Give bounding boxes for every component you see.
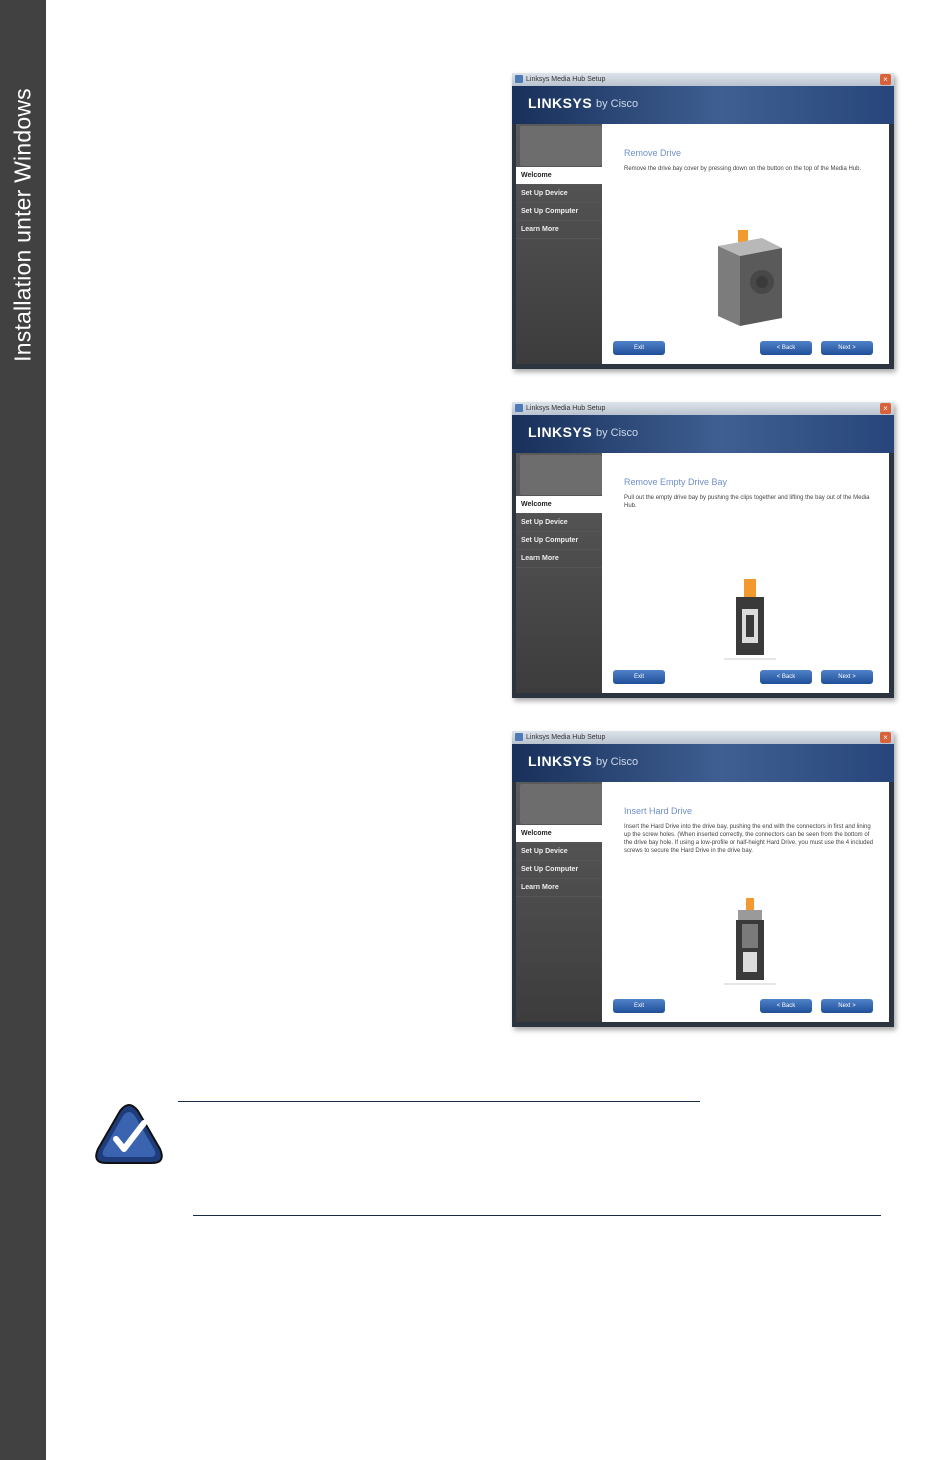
checkmark-note-icon [90,1103,168,1167]
media-hub-illustration [710,224,790,334]
setup-nav [516,782,602,1022]
setup-screenshot-3 [512,731,894,1027]
window-title: Linksys Media Hub Setup [526,734,606,741]
nav-item-set-up-computer[interactable]: Set Up Computer [516,203,602,221]
logo-by-cisco: by Cisco [596,756,639,768]
next-button[interactable]: Next > [821,341,873,355]
window-titlebar [512,402,894,415]
setup-content [602,782,889,1022]
window-title: Linksys Media Hub Setup [526,405,606,412]
setup-screenshot-1 [512,73,894,369]
app-icon [515,404,523,412]
linksys-logo: LINKSYS [528,424,593,440]
logo-by-cisco: by Cisco [596,98,639,110]
nav-item-set-up-computer[interactable]: Set Up Computer [516,861,602,879]
step-title: Remove Drive [624,148,682,158]
exit-button[interactable]: Exit [613,341,665,355]
exit-button[interactable]: Exit [613,999,665,1013]
linksys-header [512,744,894,782]
setup-nav [516,453,602,693]
setup-nav [516,124,602,364]
step-title: Remove Empty Drive Bay [624,477,728,487]
drive-bay-illustration [720,575,780,665]
nav-item-set-up-device[interactable]: Set Up Device [516,185,602,203]
step-title: Insert Hard Drive [624,806,693,816]
setup-screenshot-2 [512,402,894,698]
back-button[interactable]: < Back [760,999,812,1013]
nav-item-welcome[interactable]: Welcome [516,825,602,843]
close-icon[interactable]: × [880,403,891,414]
nav-image [520,126,602,166]
linksys-header [512,415,894,453]
logo-by-cisco: by Cisco [596,427,639,439]
hard-drive-illustration [720,894,780,994]
nav-item-learn-more[interactable]: Learn More [516,879,602,897]
step-instructions: Pull out the empty drive bay by pushing the clips together and lifting the bay out of the Media Hub. [624,495,870,509]
nav-item-set-up-device[interactable]: Set Up Device [516,514,602,532]
step-instructions: Remove the drive bay cover by pressing down on the button on the top of the Media Hub. [624,166,862,172]
next-button[interactable]: Next > [821,670,873,684]
nav-item-set-up-computer[interactable]: Set Up Computer [516,532,602,550]
linksys-header [512,86,894,124]
app-icon [515,75,523,83]
sidebar-title: Installation unter Windows [9,88,36,362]
back-button[interactable]: < Back [760,670,812,684]
nav-item-learn-more[interactable]: Learn More [516,221,602,239]
close-icon[interactable]: × [880,74,891,85]
note-top-rule [178,1101,700,1102]
sidebar [0,0,46,1460]
nav-item-welcome[interactable]: Welcome [516,496,602,514]
nav-image [520,455,602,495]
window-title: Linksys Media Hub Setup [526,76,606,83]
nav-item-set-up-device[interactable]: Set Up Device [516,843,602,861]
window-titlebar [512,73,894,86]
note-bottom-rule [193,1215,881,1216]
nav-image [520,784,602,824]
linksys-logo: LINKSYS [528,753,593,769]
next-button[interactable]: Next > [821,999,873,1013]
app-icon [515,733,523,741]
exit-button[interactable]: Exit [613,670,665,684]
nav-item-welcome[interactable]: Welcome [516,167,602,185]
nav-item-learn-more[interactable]: Learn More [516,550,602,568]
close-icon[interactable]: × [880,732,891,743]
linksys-logo: LINKSYS [528,95,593,111]
step-instructions: Insert the Hard Drive into the drive bay, pushing the end with the connectors in first and lining up the screw holes. (When inserted correctly, the connectors can be seen from the bottom of the drive bay hole. If using a low-profile or half-height Hard Drive, you must use the 4 included screws to secure the Hard Drive in the drive bay. [624,824,874,854]
setup-content [602,124,889,364]
back-button[interactable]: < Back [760,341,812,355]
setup-content [602,453,889,693]
window-titlebar [512,731,894,744]
